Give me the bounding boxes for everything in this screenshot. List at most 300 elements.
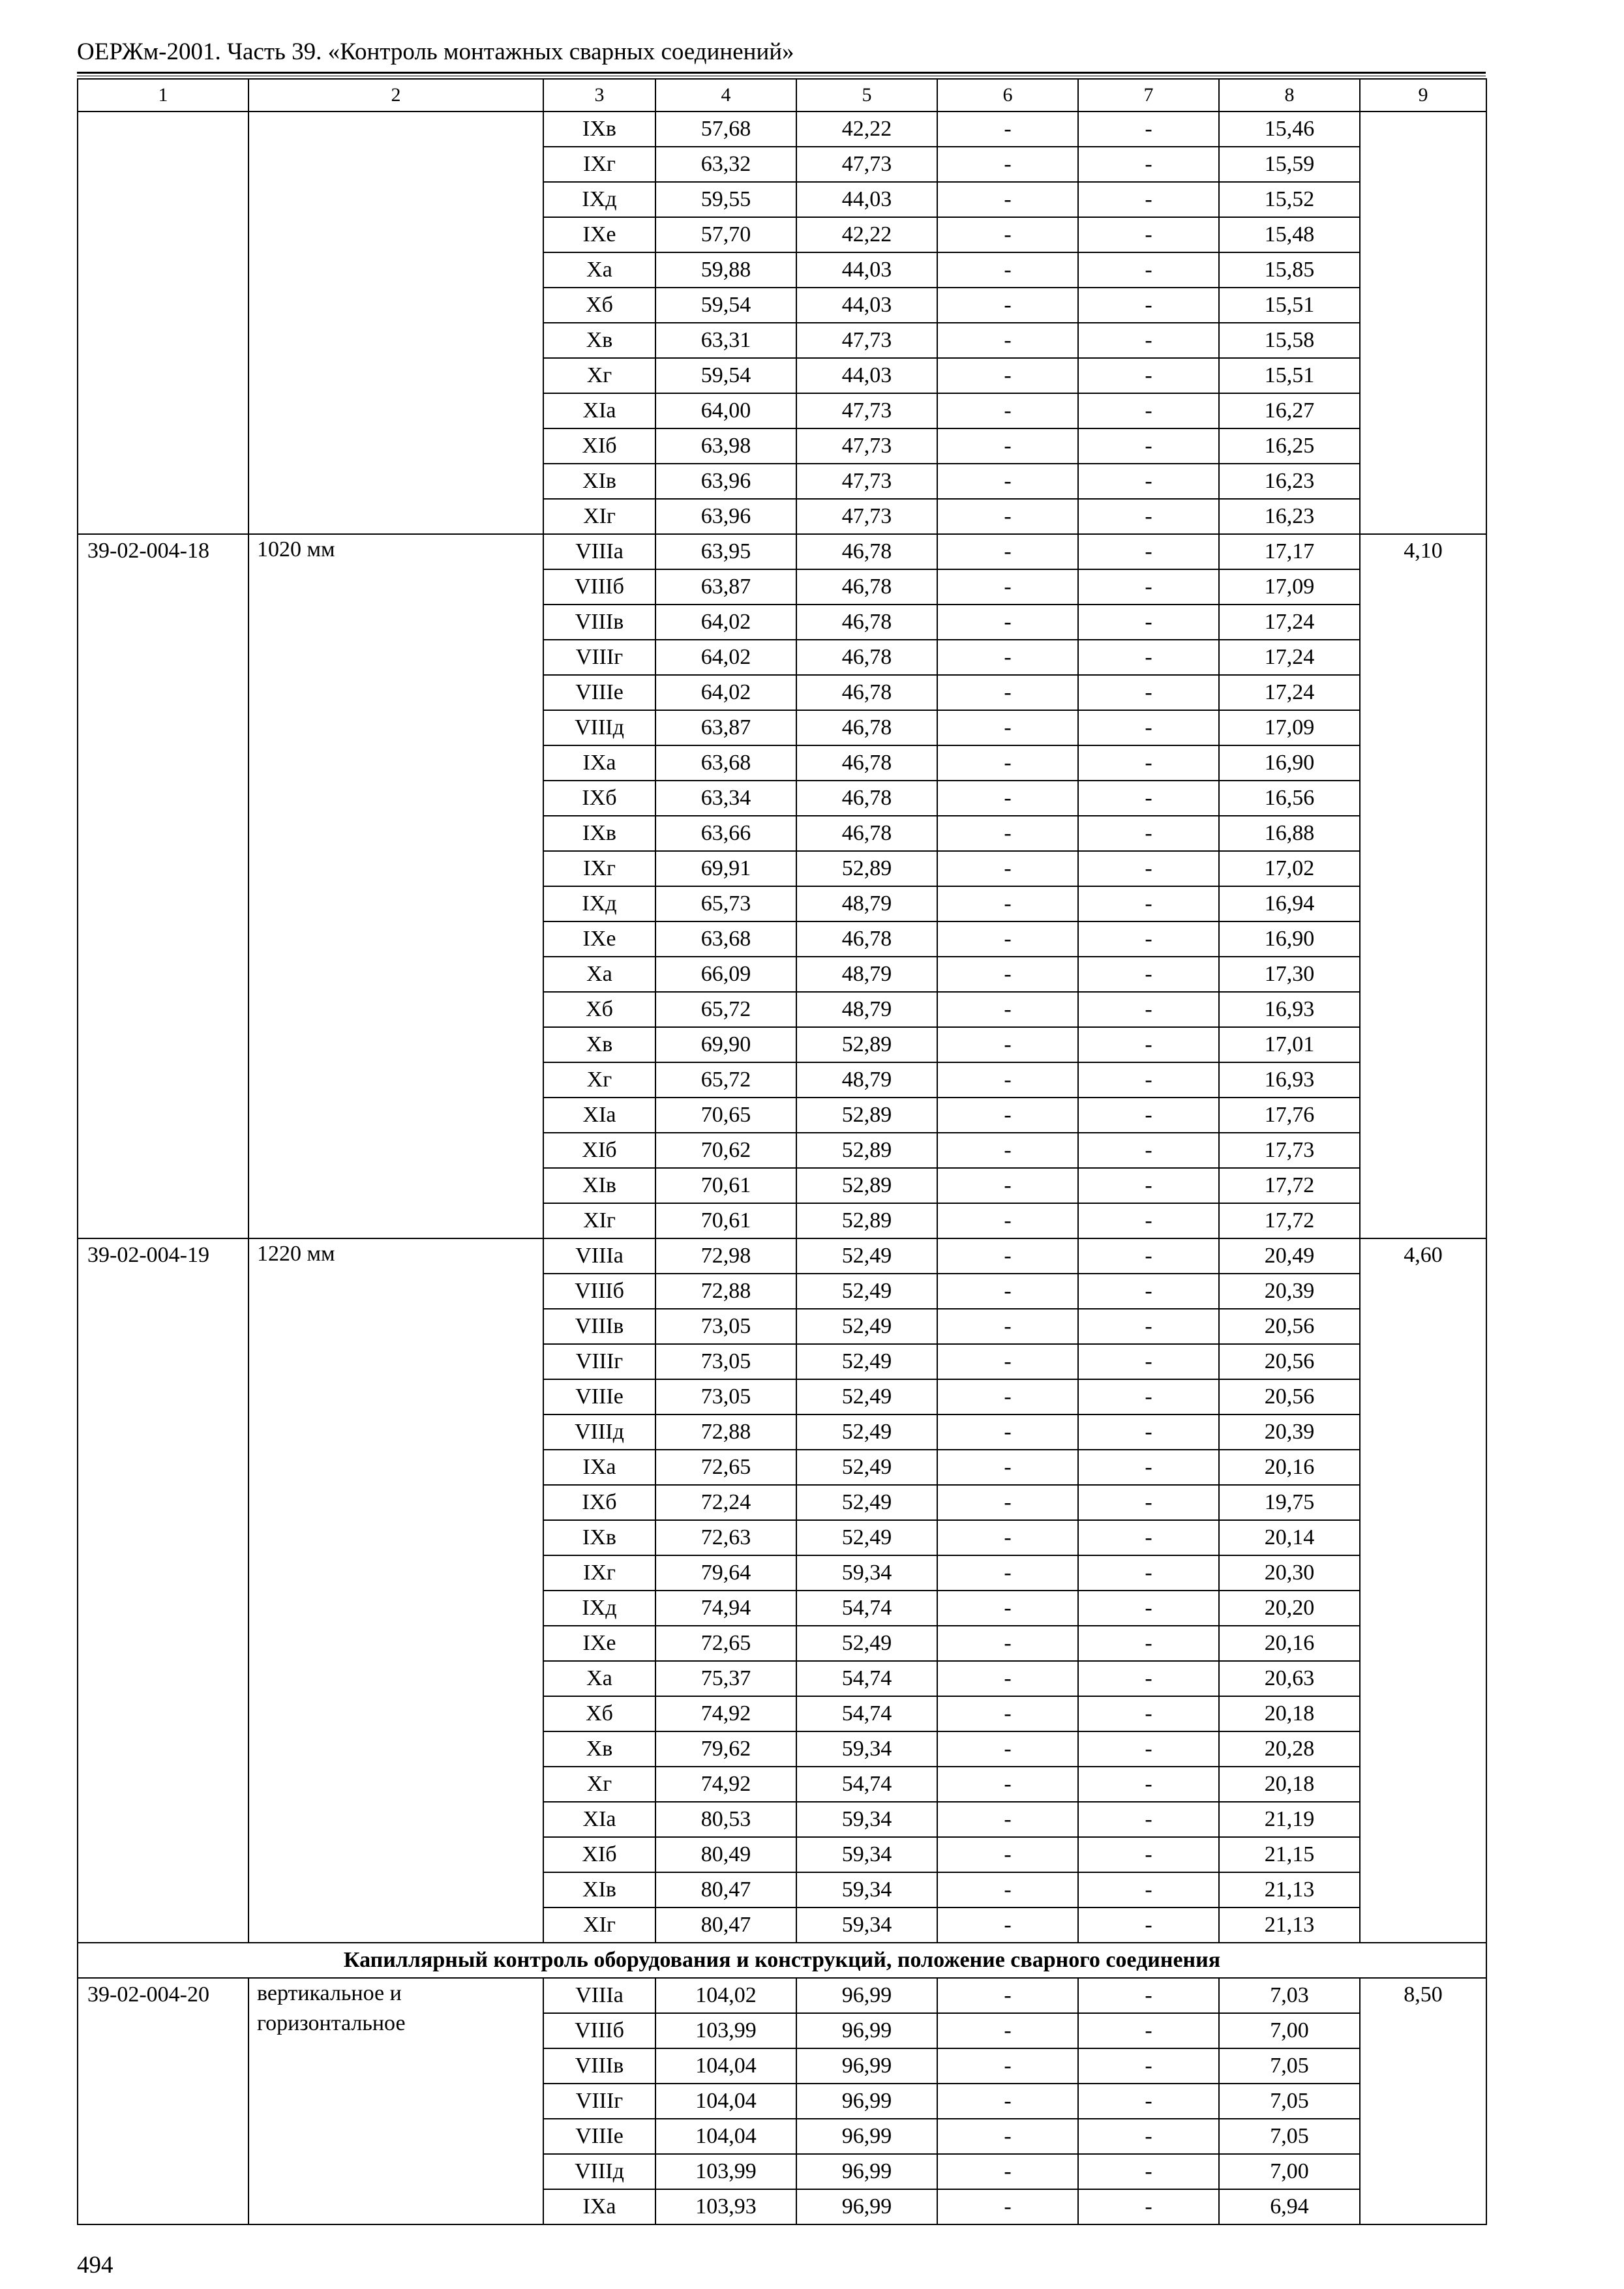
cell-c3: VIIIв: [543, 605, 655, 640]
cell-c5: 52,49: [796, 1485, 937, 1520]
cell-c4: 64,02: [655, 675, 796, 710]
cell-c6: -: [937, 1309, 1078, 1344]
cell-c5: 52,89: [796, 1168, 937, 1203]
cell-c4: 63,87: [655, 710, 796, 745]
cell-c3: IXе: [543, 1626, 655, 1661]
cell-c8: 17,72: [1219, 1203, 1360, 1238]
cell-c4: 70,61: [655, 1203, 796, 1238]
cell-c8: 17,09: [1219, 569, 1360, 605]
cell-c3: XIв: [543, 1168, 655, 1203]
cell-c5: 46,78: [796, 569, 937, 605]
cell-c4: 79,64: [655, 1555, 796, 1591]
cell-c3: VIIIа: [543, 1238, 655, 1274]
cell-c5: 96,99: [796, 2154, 937, 2189]
cell-c8: 15,85: [1219, 252, 1360, 288]
cell-c3: XIг: [543, 1908, 655, 1943]
cell-c5: 59,34: [796, 1555, 937, 1591]
cell-c4: 66,09: [655, 957, 796, 992]
cell-c4: 63,98: [655, 428, 796, 464]
cell-c5: 48,79: [796, 1062, 937, 1098]
cell-c7: -: [1078, 1027, 1219, 1062]
rates-table: [77, 78, 1487, 2225]
cell-c7: -: [1078, 2048, 1219, 2084]
cell-c8: 16,25: [1219, 428, 1360, 464]
cell-c3: VIIIе: [543, 675, 655, 710]
cell-c8: 20,16: [1219, 1450, 1360, 1485]
cell-c4: 57,70: [655, 217, 796, 252]
cell-c4: 72,65: [655, 1450, 796, 1485]
cell-c5: 44,03: [796, 252, 937, 288]
cell-c3: Xа: [543, 252, 655, 288]
cell-c3: IXб: [543, 781, 655, 816]
rate-code: 39-02-004-19: [78, 1238, 248, 1943]
cell-c6: -: [937, 1591, 1078, 1626]
cell-c4: 72,88: [655, 1414, 796, 1450]
cell-c8: 16,90: [1219, 745, 1360, 781]
table-row: [78, 1978, 1486, 2013]
cell-c5: 44,03: [796, 182, 937, 217]
cell-c3: XIг: [543, 499, 655, 534]
cell-c4: 80,47: [655, 1908, 796, 1943]
cell-c7: -: [1078, 358, 1219, 393]
page-number: 494: [77, 2252, 113, 2279]
column-number-row: [78, 79, 1486, 112]
cell-c3: Xб: [543, 1696, 655, 1731]
cell-c5: 47,73: [796, 393, 937, 428]
cell-c3: VIIIе: [543, 2119, 655, 2154]
cell-c6: -: [937, 499, 1078, 534]
cell-c8: 15,51: [1219, 288, 1360, 323]
cell-c6: -: [937, 605, 1078, 640]
cell-c8: 17,09: [1219, 710, 1360, 745]
cell-c6: -: [937, 1520, 1078, 1555]
cell-c3: Xг: [543, 358, 655, 393]
cell-c5: 52,49: [796, 1450, 937, 1485]
cell-c4: 63,66: [655, 816, 796, 851]
cell-c6: -: [937, 1168, 1078, 1203]
cell-c5: 46,78: [796, 745, 937, 781]
column-number: 1: [78, 79, 248, 112]
cell-c7: -: [1078, 1450, 1219, 1485]
cell-c6: -: [937, 2084, 1078, 2119]
cell-c5: 46,78: [796, 921, 937, 957]
cell-c8: 20,63: [1219, 1661, 1360, 1696]
cell-c3: IXг: [543, 851, 655, 886]
cell-c3: XIв: [543, 1872, 655, 1908]
cell-c3: IXд: [543, 1591, 655, 1626]
cell-c8: 17,73: [1219, 1133, 1360, 1168]
cell-c8: 15,48: [1219, 217, 1360, 252]
cell-c7: -: [1078, 464, 1219, 499]
cell-c7: -: [1078, 182, 1219, 217]
cell-c8: 17,24: [1219, 675, 1360, 710]
cell-c7: -: [1078, 2119, 1219, 2154]
cell-c5: 52,49: [796, 1309, 937, 1344]
section-row: [78, 1943, 1486, 1978]
cell-c3: Xг: [543, 1767, 655, 1802]
cell-c3: IXг: [543, 147, 655, 182]
cell-c4: 63,31: [655, 323, 796, 358]
cell-c4: 75,37: [655, 1661, 796, 1696]
cell-c3: VIIIв: [543, 2048, 655, 2084]
cell-c7: -: [1078, 1274, 1219, 1309]
cell-c4: 63,32: [655, 147, 796, 182]
cell-c8: 20,30: [1219, 1555, 1360, 1591]
cell-c3: VIIIд: [543, 2154, 655, 2189]
cell-c7: -: [1078, 1238, 1219, 1274]
cell-c5: 42,22: [796, 217, 937, 252]
cell-c3: VIIIб: [543, 2013, 655, 2048]
cell-c5: 47,73: [796, 147, 937, 182]
cell-c8: 15,52: [1219, 182, 1360, 217]
cell-c3: IXг: [543, 1555, 655, 1591]
labor-cost: 8,50: [1360, 1978, 1486, 2224]
cell-c7: -: [1078, 1978, 1219, 2013]
cell-c3: VIIIг: [543, 1344, 655, 1379]
cell-c7: -: [1078, 1485, 1219, 1520]
cell-c7: -: [1078, 1520, 1219, 1555]
cell-c8: 16,93: [1219, 1062, 1360, 1098]
cell-c8: 20,20: [1219, 1591, 1360, 1626]
cell-c4: 57,68: [655, 112, 796, 147]
page-header: ОЕРЖм-2001. Часть 39. «Контроль монтажных сварных соединений»: [77, 38, 794, 65]
cell-c7: -: [1078, 1309, 1219, 1344]
cell-c4: 73,05: [655, 1379, 796, 1414]
cell-c3: IXв: [543, 816, 655, 851]
cell-c3: VIIIе: [543, 1379, 655, 1414]
cell-c8: 20,56: [1219, 1309, 1360, 1344]
cell-c8: 20,39: [1219, 1274, 1360, 1309]
cell-c4: 59,55: [655, 182, 796, 217]
rate-name: 1220 мм: [248, 1238, 543, 1943]
cell-c4: 63,87: [655, 569, 796, 605]
cell-c5: 59,34: [796, 1872, 937, 1908]
cell-c8: 16,27: [1219, 393, 1360, 428]
cell-c6: -: [937, 2119, 1078, 2154]
cell-c6: -: [937, 534, 1078, 569]
section-title: Капиллярный контроль оборудования и конструкций, положение сварного соединения: [78, 1943, 1486, 1978]
cell-c6: -: [937, 2013, 1078, 2048]
cell-c8: 19,75: [1219, 1485, 1360, 1520]
cell-c4: 72,98: [655, 1238, 796, 1274]
column-number: 9: [1360, 79, 1486, 112]
cell-c7: -: [1078, 1837, 1219, 1872]
rate-code: 39-02-004-18: [78, 534, 248, 1238]
cell-c3: IXв: [543, 112, 655, 147]
cell-c4: 73,05: [655, 1309, 796, 1344]
header-rule-thick: [77, 72, 1486, 74]
cell-c3: VIIIд: [543, 1414, 655, 1450]
cell-c3: VIIIв: [543, 1309, 655, 1344]
cell-c5: 47,73: [796, 323, 937, 358]
cell-c4: 103,93: [655, 2189, 796, 2224]
cell-c7: -: [1078, 428, 1219, 464]
cell-c5: 54,74: [796, 1661, 937, 1696]
cell-c3: VIIIг: [543, 2084, 655, 2119]
cell-c7: -: [1078, 2154, 1219, 2189]
cell-c6: -: [937, 1802, 1078, 1837]
cell-c6: -: [937, 358, 1078, 393]
cell-c4: 74,92: [655, 1696, 796, 1731]
cell-c6: -: [937, 851, 1078, 886]
cell-c3: Xб: [543, 288, 655, 323]
cell-c5: 46,78: [796, 605, 937, 640]
cell-c4: 70,62: [655, 1133, 796, 1168]
name-cell: [248, 112, 543, 534]
cell-c3: XIа: [543, 1098, 655, 1133]
cell-c8: 15,46: [1219, 112, 1360, 147]
cell-c3: VIIIб: [543, 1274, 655, 1309]
cell-c5: 46,78: [796, 640, 937, 675]
cell-c8: 7,00: [1219, 2154, 1360, 2189]
cell-c4: 59,54: [655, 358, 796, 393]
cell-c5: 48,79: [796, 992, 937, 1027]
cell-c8: 21,13: [1219, 1872, 1360, 1908]
cell-c7: -: [1078, 710, 1219, 745]
cell-c7: -: [1078, 1591, 1219, 1626]
cell-c6: -: [937, 781, 1078, 816]
cell-c8: 20,14: [1219, 1520, 1360, 1555]
cell-c4: 64,00: [655, 393, 796, 428]
column-number: 8: [1219, 79, 1360, 112]
column-number: 5: [796, 79, 937, 112]
cell-c8: 16,94: [1219, 886, 1360, 921]
cell-c6: -: [937, 112, 1078, 147]
cell-c8: 16,88: [1219, 816, 1360, 851]
cell-c6: -: [937, 393, 1078, 428]
cell-c6: -: [937, 428, 1078, 464]
cell-c4: 65,73: [655, 886, 796, 921]
cell-c5: 59,34: [796, 1731, 937, 1767]
cell-c8: 17,30: [1219, 957, 1360, 992]
cell-c5: 96,99: [796, 2189, 937, 2224]
cell-c6: -: [937, 1661, 1078, 1696]
cell-c7: -: [1078, 393, 1219, 428]
cell-c3: XIб: [543, 1133, 655, 1168]
cell-c3: IXд: [543, 886, 655, 921]
cell-c7: -: [1078, 499, 1219, 534]
cell-c7: -: [1078, 1133, 1219, 1168]
cell-c5: 59,34: [796, 1802, 937, 1837]
cell-c5: 46,78: [796, 781, 937, 816]
cell-c7: -: [1078, 957, 1219, 992]
cell-c7: -: [1078, 288, 1219, 323]
cell-c4: 104,04: [655, 2119, 796, 2154]
cell-c4: 59,88: [655, 252, 796, 288]
cell-c6: -: [937, 745, 1078, 781]
cell-c8: 21,15: [1219, 1837, 1360, 1872]
cell-c4: 104,02: [655, 1978, 796, 2013]
cell-c6: -: [937, 1098, 1078, 1133]
cell-c6: -: [937, 1872, 1078, 1908]
cell-c3: IXд: [543, 182, 655, 217]
cell-c5: 46,78: [796, 710, 937, 745]
cell-c7: -: [1078, 217, 1219, 252]
cell-c4: 74,92: [655, 1767, 796, 1802]
cell-c7: -: [1078, 1414, 1219, 1450]
labor-cost: 4,60: [1360, 1238, 1486, 1943]
cell-c3: IXв: [543, 1520, 655, 1555]
cell-c6: -: [937, 2048, 1078, 2084]
cell-c8: 21,19: [1219, 1802, 1360, 1837]
column-number: 6: [937, 79, 1078, 112]
cell-c8: 15,59: [1219, 147, 1360, 182]
cell-c5: 54,74: [796, 1696, 937, 1731]
cell-c7: -: [1078, 992, 1219, 1027]
cell-c3: Xг: [543, 1062, 655, 1098]
cell-c8: 16,56: [1219, 781, 1360, 816]
cell-c5: 52,49: [796, 1626, 937, 1661]
cell-c5: 47,73: [796, 464, 937, 499]
cell-c3: VIIIг: [543, 640, 655, 675]
cell-c8: 20,28: [1219, 1731, 1360, 1767]
table-row: [78, 534, 1486, 569]
cell-c7: -: [1078, 745, 1219, 781]
cell-c4: 80,53: [655, 1802, 796, 1837]
rate-name: 1020 мм: [248, 534, 543, 1238]
cell-c4: 103,99: [655, 2154, 796, 2189]
cell-c4: 69,90: [655, 1027, 796, 1062]
cell-c6: -: [937, 1133, 1078, 1168]
cell-c3: Xб: [543, 992, 655, 1027]
cell-c5: 46,78: [796, 675, 937, 710]
cell-c3: IXе: [543, 217, 655, 252]
cell-c7: -: [1078, 675, 1219, 710]
cell-c4: 79,62: [655, 1731, 796, 1767]
cell-c8: 20,39: [1219, 1414, 1360, 1450]
cell-c6: -: [937, 1731, 1078, 1767]
cell-c4: 72,24: [655, 1485, 796, 1520]
table-row: [78, 1238, 1486, 1274]
cell-c7: -: [1078, 323, 1219, 358]
cell-c7: -: [1078, 886, 1219, 921]
cell-c5: 52,49: [796, 1274, 937, 1309]
cell-c8: 20,49: [1219, 1238, 1360, 1274]
cell-c5: 46,78: [796, 816, 937, 851]
cell-c6: -: [937, 569, 1078, 605]
cell-c6: -: [937, 1238, 1078, 1274]
cell-c3: XIа: [543, 393, 655, 428]
cell-c6: -: [937, 640, 1078, 675]
cell-c6: -: [937, 323, 1078, 358]
cell-c7: -: [1078, 1203, 1219, 1238]
cell-c7: -: [1078, 1731, 1219, 1767]
cell-c8: 17,24: [1219, 640, 1360, 675]
cell-c7: -: [1078, 816, 1219, 851]
cell-c4: 74,94: [655, 1591, 796, 1626]
cell-c3: Xв: [543, 1027, 655, 1062]
cell-c6: -: [937, 816, 1078, 851]
cell-c5: 48,79: [796, 886, 937, 921]
cell-c5: 59,34: [796, 1837, 937, 1872]
cell-c4: 80,47: [655, 1872, 796, 1908]
cell-c8: 16,90: [1219, 921, 1360, 957]
cell-c7: -: [1078, 1802, 1219, 1837]
cell-c6: -: [937, 1027, 1078, 1062]
cell-c6: -: [937, 1555, 1078, 1591]
cell-c3: Xв: [543, 323, 655, 358]
cell-c4: 65,72: [655, 1062, 796, 1098]
cell-c7: -: [1078, 252, 1219, 288]
cell-c5: 52,49: [796, 1520, 937, 1555]
cell-c5: 52,89: [796, 1098, 937, 1133]
cell-c3: IXа: [543, 1450, 655, 1485]
cell-c6: -: [937, 992, 1078, 1027]
column-number: 4: [655, 79, 796, 112]
cell-c8: 17,24: [1219, 605, 1360, 640]
cell-c3: XIб: [543, 1837, 655, 1872]
cell-c6: -: [937, 182, 1078, 217]
cell-c7: -: [1078, 1555, 1219, 1591]
cell-c8: 6,94: [1219, 2189, 1360, 2224]
cell-c3: XIг: [543, 1203, 655, 1238]
cell-c6: -: [937, 252, 1078, 288]
cell-c6: -: [937, 1203, 1078, 1238]
cell-c5: 52,49: [796, 1414, 937, 1450]
cell-c4: 63,68: [655, 745, 796, 781]
cell-c3: IXа: [543, 2189, 655, 2224]
cell-c4: 63,96: [655, 499, 796, 534]
cell-c3: XIв: [543, 464, 655, 499]
cell-c7: -: [1078, 1767, 1219, 1802]
cell-c3: VIIIа: [543, 534, 655, 569]
cell-c4: 69,91: [655, 851, 796, 886]
cell-c5: 52,49: [796, 1344, 937, 1379]
cell-c5: 96,99: [796, 2084, 937, 2119]
cell-c7: -: [1078, 147, 1219, 182]
cell-c7: -: [1078, 1062, 1219, 1098]
cell-c6: -: [937, 147, 1078, 182]
cell-c4: 73,05: [655, 1344, 796, 1379]
code-cell: [78, 112, 248, 534]
cell-c7: -: [1078, 1168, 1219, 1203]
cell-c8: 21,13: [1219, 1908, 1360, 1943]
cell-c5: 47,73: [796, 499, 937, 534]
column-number: 7: [1078, 79, 1219, 112]
cell-c6: -: [937, 1696, 1078, 1731]
cell-c6: -: [937, 1274, 1078, 1309]
cell-c6: -: [937, 1414, 1078, 1450]
cell-c6: -: [937, 1908, 1078, 1943]
column-number: 2: [248, 79, 543, 112]
cell-c8: 7,03: [1219, 1978, 1360, 2013]
cell-c4: 80,49: [655, 1837, 796, 1872]
cell-c5: 44,03: [796, 288, 937, 323]
cell-c8: 17,76: [1219, 1098, 1360, 1133]
cell-c4: 72,65: [655, 1626, 796, 1661]
cell-c6: -: [937, 1767, 1078, 1802]
cell-c5: 54,74: [796, 1591, 937, 1626]
cell-c6: -: [937, 1379, 1078, 1414]
cell-c3: XIа: [543, 1802, 655, 1837]
cell-c3: VIIIд: [543, 710, 655, 745]
cell-c4: 104,04: [655, 2084, 796, 2119]
cell-c6: -: [937, 957, 1078, 992]
cell-c4: 59,54: [655, 288, 796, 323]
cell-c6: -: [937, 1978, 1078, 2013]
cell-c4: 63,95: [655, 534, 796, 569]
cell-c5: 44,03: [796, 358, 937, 393]
cell-c3: IXб: [543, 1485, 655, 1520]
cell-c8: 17,17: [1219, 534, 1360, 569]
cell-c7: -: [1078, 1696, 1219, 1731]
cell-c6: -: [937, 2154, 1078, 2189]
cell-c5: 52,49: [796, 1238, 937, 1274]
cell-c6: -: [937, 886, 1078, 921]
cell-c3: XIб: [543, 428, 655, 464]
cell-c5: 52,49: [796, 1379, 937, 1414]
cell-c6: -: [937, 2189, 1078, 2224]
